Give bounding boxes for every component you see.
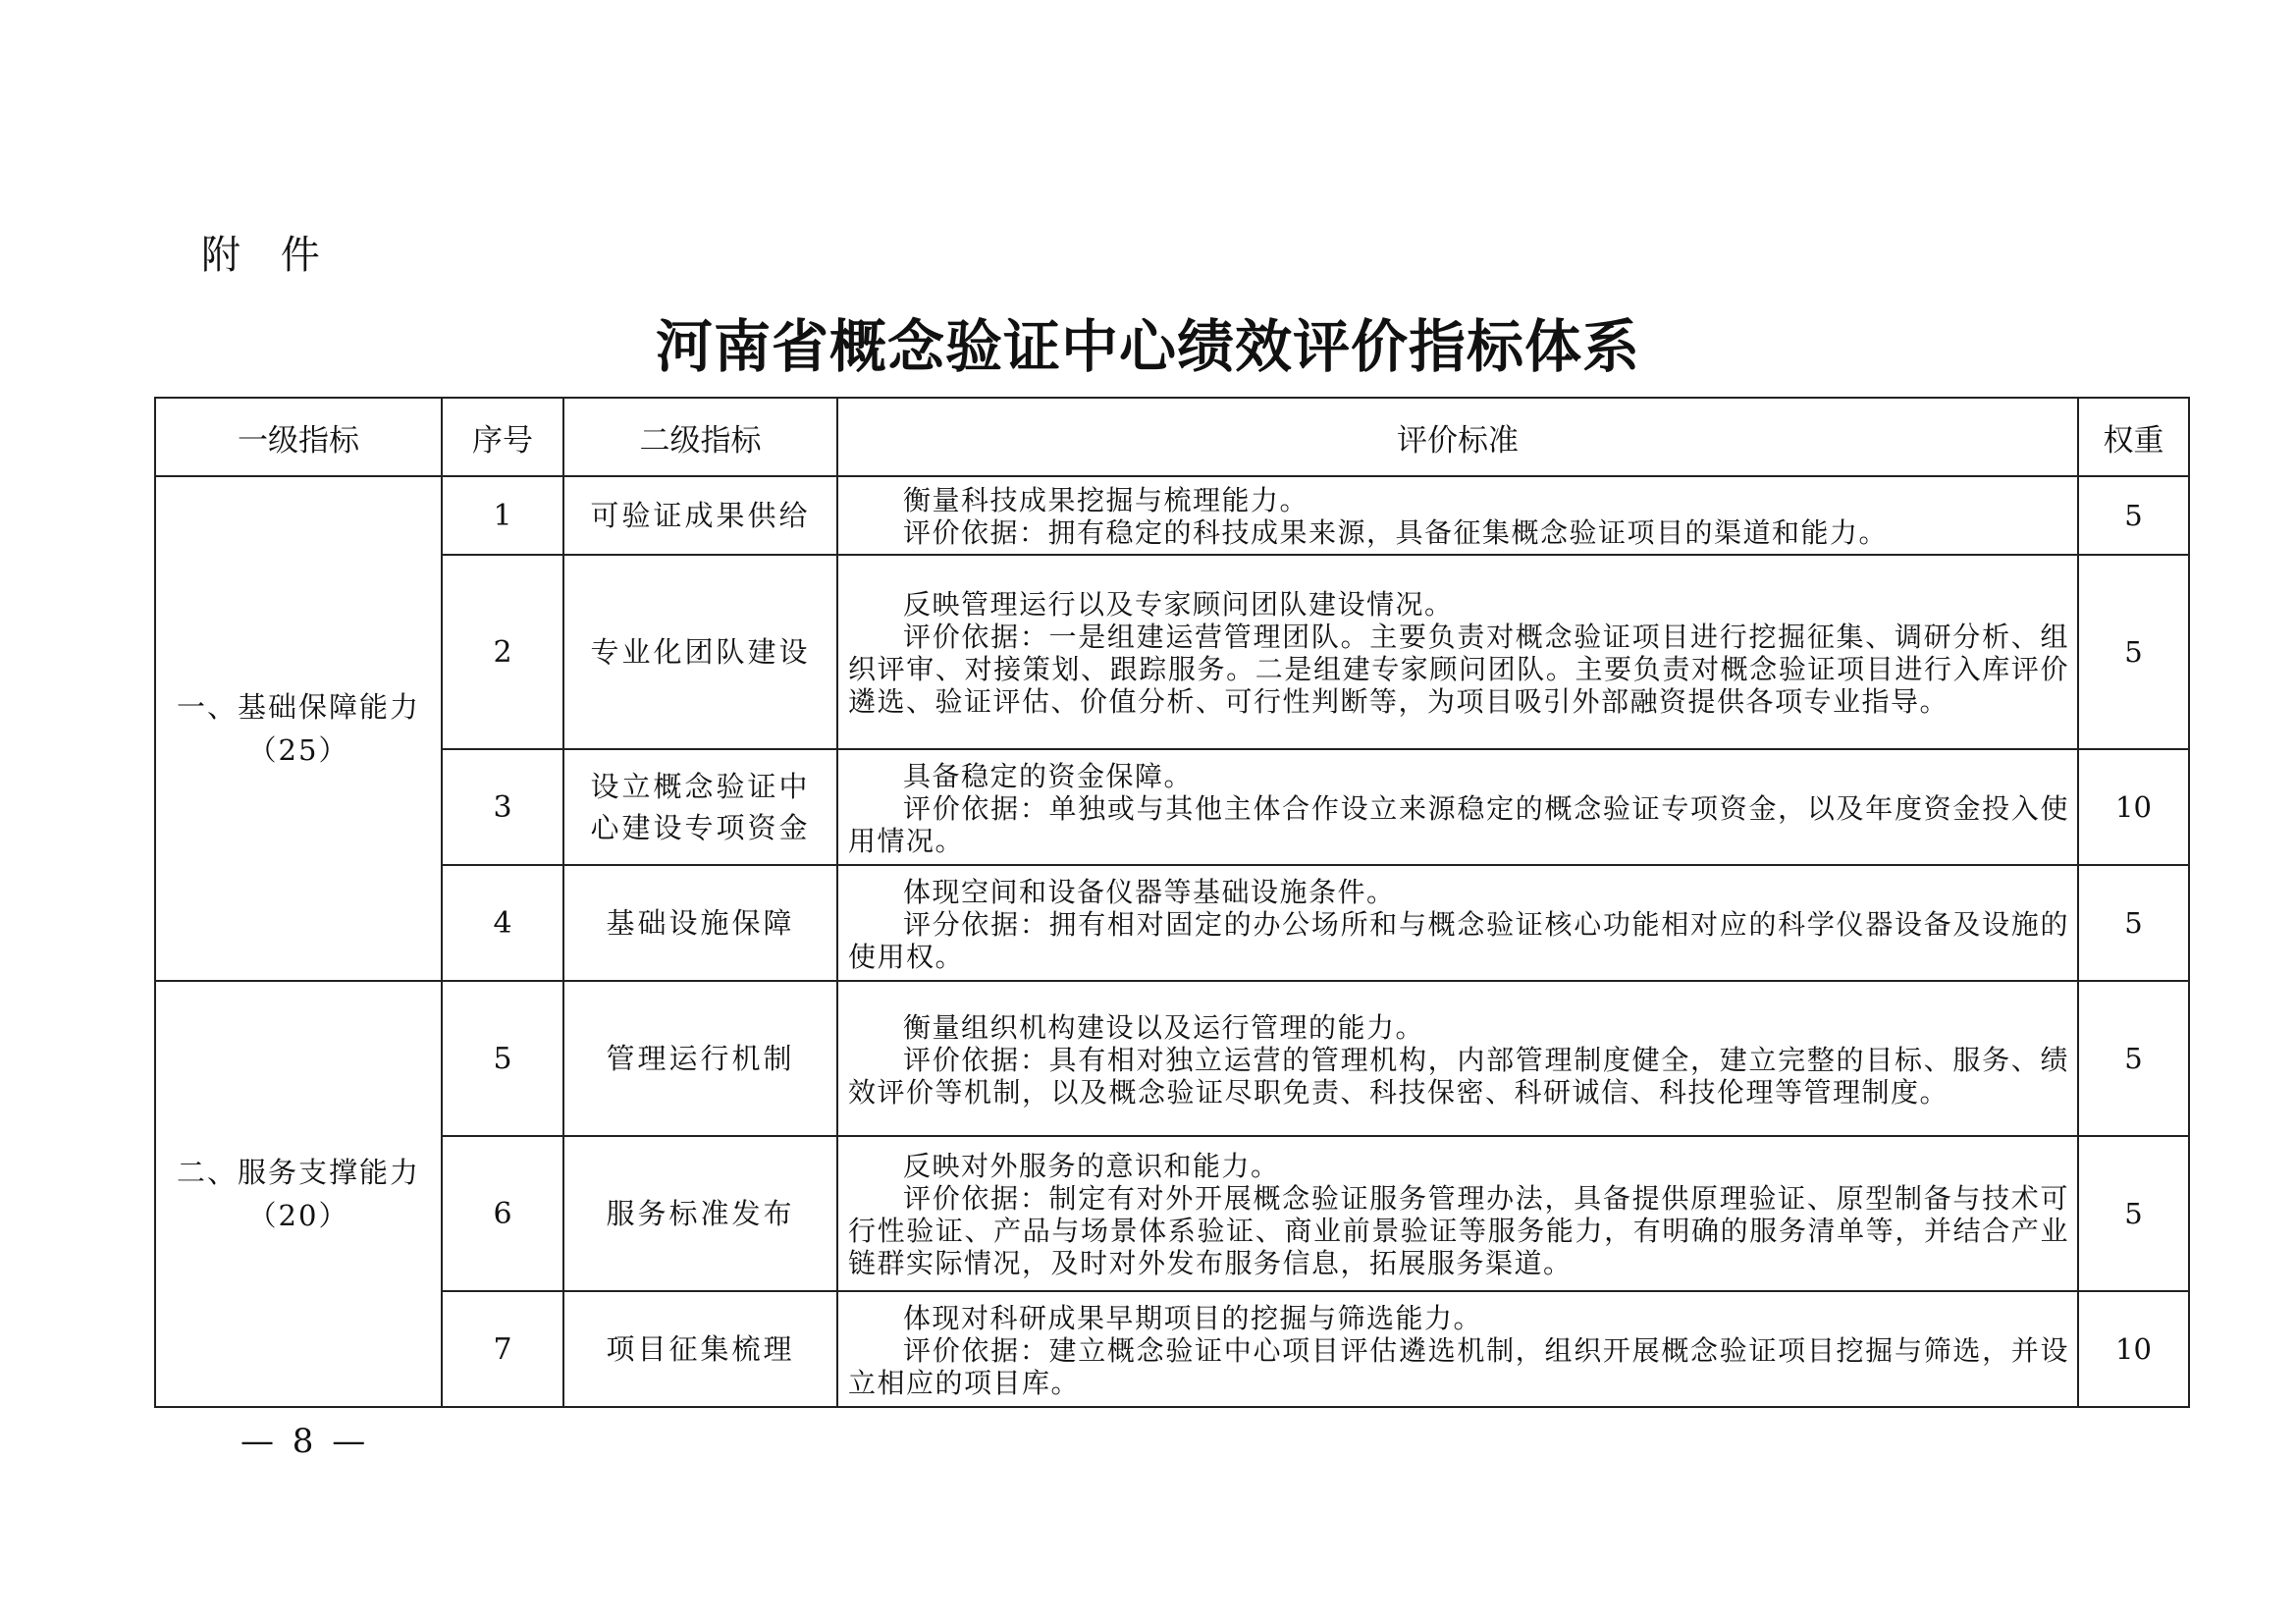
table-row xyxy=(155,1291,2189,1407)
level2-indicator-cell: 服务标准发布 xyxy=(563,1136,837,1291)
criteria-cell xyxy=(837,555,2078,749)
criteria-basis: 评价依据：具有相对独立运营的管理机构，内部管理制度健全，建立完整的目标、服务、绩效评价等机制，以及概念验证尽职免责、科技保密、科研诚信、科技伦理等管理制度。 xyxy=(848,1043,2069,1109)
criteria-cell xyxy=(837,865,2078,981)
criteria-summary: 反映管理运行以及专家顾问团队建设情况。 xyxy=(903,588,1454,621)
criteria-basis: 评价依据：拥有稳定的科技成果来源，具备征集概念验证项目的渠道和能力。 xyxy=(903,516,1889,549)
seq-cell: 6 xyxy=(442,1136,563,1291)
seq-cell: 3 xyxy=(442,749,563,865)
criteria-cell xyxy=(837,749,2078,865)
level2-indicator-cell: 项目征集梳理 xyxy=(563,1291,837,1407)
level1-indicator-name: 二、服务支撑能力 xyxy=(176,1156,420,1189)
level2-indicator-cell: 设立概念验证中心建设专项资金 xyxy=(563,749,837,865)
weight-cell: 5 xyxy=(2078,476,2189,555)
criteria-cell xyxy=(837,1291,2078,1407)
header-level1: 一级指标 xyxy=(155,398,442,476)
weight-cell: 5 xyxy=(2078,865,2189,981)
criteria-summary: 体现空间和设备仪器等基础设施条件。 xyxy=(903,875,1396,908)
level1-indicator-cell xyxy=(155,476,442,981)
weight-cell: 10 xyxy=(2078,1291,2189,1407)
level1-indicator-score: （20） xyxy=(247,1199,349,1232)
criteria-basis: 评价依据：一是组建运营管理团队。主要负责对概念验证项目进行挖掘征集、调研分析、组织评审、对接策划、跟踪服务。二是组建专家顾问团队。主要负责对概念验证项目进行入库评价遴选、验证评估、价值分析、可行性判断等，为项目吸引外部融资提供各项专业指导。 xyxy=(848,621,2069,718)
weight-cell: 5 xyxy=(2078,1136,2189,1291)
header-criteria: 评价标准 xyxy=(837,398,2078,476)
level1-indicator-name: 一、基础保障能力 xyxy=(176,690,420,724)
criteria-summary: 衡量组织机构建设以及运行管理的能力。 xyxy=(903,1010,1425,1044)
level1-indicator-cell xyxy=(155,981,442,1407)
table-row xyxy=(155,749,2189,865)
seq-cell: 7 xyxy=(442,1291,563,1407)
document-title: 河南省概念验证中心绩效评价指标体系 xyxy=(655,313,1640,380)
weight-cell: 5 xyxy=(2078,981,2189,1136)
header-seq: 序号 xyxy=(442,398,563,476)
weight-cell: 5 xyxy=(2078,555,2189,749)
table-row xyxy=(155,865,2189,981)
seq-cell: 2 xyxy=(442,555,563,749)
table-row xyxy=(155,981,2189,1136)
header-weight: 权重 xyxy=(2078,398,2189,476)
criteria-summary: 衡量科技成果挖掘与梳理能力。 xyxy=(903,484,1309,516)
level2-indicator-cell: 可验证成果供给 xyxy=(563,476,837,555)
page-number: — 8 — xyxy=(240,1422,370,1461)
seq-cell: 5 xyxy=(442,981,563,1136)
level1-indicator-score: （25） xyxy=(247,733,349,767)
weight-cell: 10 xyxy=(2078,749,2189,865)
header-level2: 二级指标 xyxy=(563,398,837,476)
level2-indicator-cell: 管理运行机制 xyxy=(563,981,837,1136)
criteria-cell xyxy=(837,476,2078,555)
criteria-basis: 评价依据：制定有对外开展概念验证服务管理办法，具备提供原理验证、原型制备与技术可行性验证、产品与场景体系验证、商业前景验证等服务能力，有明确的服务清单等，并结合产业链群实际情况，及时对外发布服务信息，拓展服务渠道。 xyxy=(848,1182,2069,1279)
criteria-basis: 评价依据：建立概念验证中心项目评估遴选机制，组织开展概念验证项目挖掘与筛选，并设立相应的项目库。 xyxy=(848,1333,2069,1399)
table-row xyxy=(155,555,2189,749)
level2-indicator-cell: 基础设施保障 xyxy=(563,865,837,981)
table-header-row xyxy=(155,398,2189,476)
criteria-basis: 评价依据：单独或与其他主体合作设立来源稳定的概念验证专项资金，以及年度资金投入使用情况。 xyxy=(848,791,2069,857)
table-row xyxy=(155,476,2189,555)
level2-indicator-cell: 专业化团队建设 xyxy=(563,555,837,749)
criteria-cell xyxy=(837,981,2078,1136)
criteria-summary: 体现对科研成果早期项目的挖掘与筛选能力。 xyxy=(903,1301,1483,1334)
indicator-table xyxy=(154,397,2190,1408)
seq-cell: 4 xyxy=(442,865,563,981)
criteria-cell xyxy=(837,1136,2078,1291)
seq-cell: 1 xyxy=(442,476,563,555)
criteria-basis: 评分依据：拥有相对固定的办公场所和与概念验证核心功能相对应的科学仪器设备及设施的使用权。 xyxy=(848,907,2069,973)
criteria-summary: 反映对外服务的意识和能力。 xyxy=(903,1150,1280,1182)
table-row xyxy=(155,1136,2189,1291)
attachment-label: 附 件 xyxy=(201,233,334,278)
criteria-summary: 具备稳定的资金保障。 xyxy=(903,759,1194,792)
